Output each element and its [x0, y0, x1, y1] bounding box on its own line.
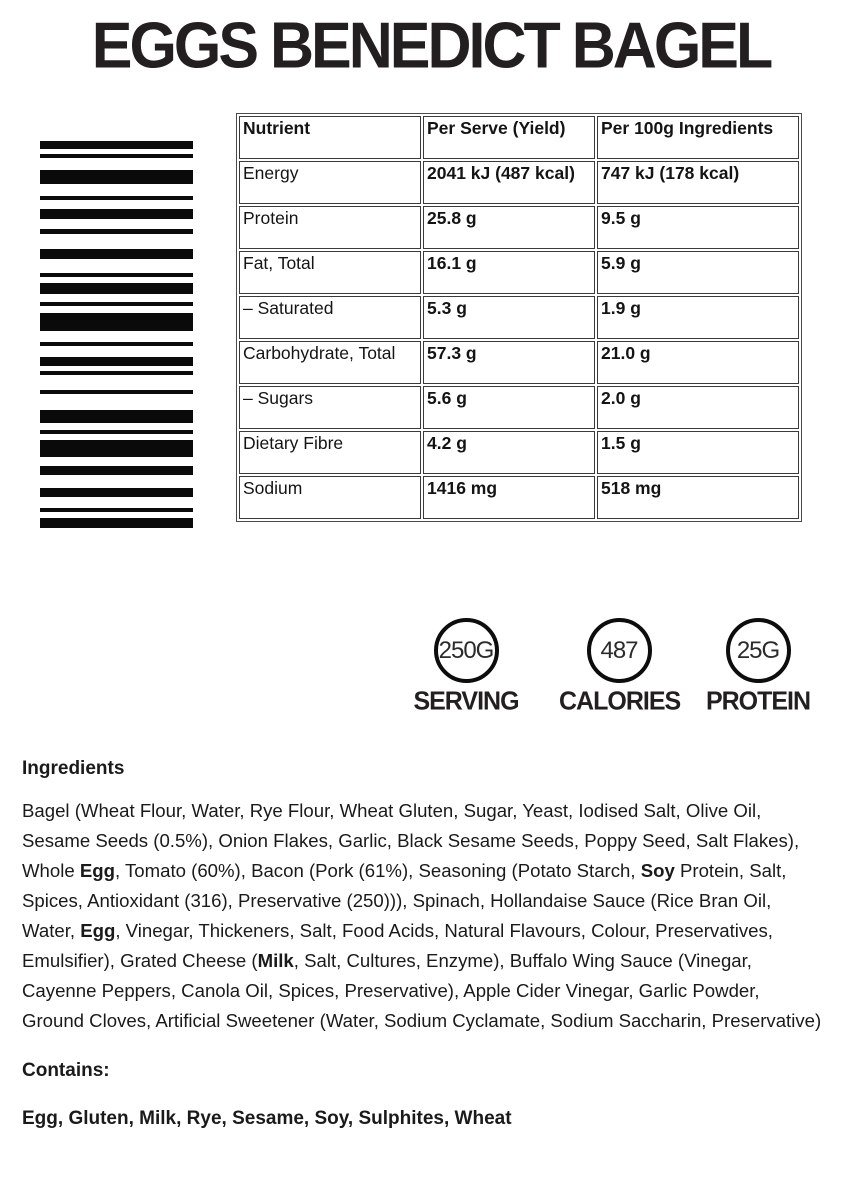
nutrient-name: Energy — [239, 161, 421, 204]
ingredient-segment: , Tomato (60%), Bacon (Pork (61%), Seasoning (Potato Starch, — [115, 860, 641, 881]
barcode-bar — [40, 283, 193, 294]
ingredient-segment: , Vinegar, Thickeners, Salt, Food Acids, Natural Flavours, Colour, Preservatives, Emulsifier), Grated Cheese ( — [22, 920, 773, 971]
barcode-bar — [40, 518, 193, 528]
ingredient-segment: Bagel (Wheat Flour, Water, Rye Flour, Wheat Gluten, Sugar, Yeast, Iodised Salt, Olive Oil, Sesame Seeds (0.5%), Onion Flakes, Garlic, Black Sesame Seeds, Poppy Seed, Salt Flakes), Whole — [22, 800, 800, 881]
per-100g-value: 747 kJ (178 kcal) — [597, 161, 799, 204]
ingredient-segment: Protein, Salt, Spices, Antioxidant (316), Preservative (250))), Spinach, Hollandaise Sauce (Rice Bran Oil, Water, — [22, 860, 787, 941]
barcode-bar — [40, 313, 193, 331]
nutrient-name: Protein — [239, 206, 421, 249]
ingredients-text — [22, 796, 825, 1036]
allergens-list: Egg, Gluten, Milk, Rye, Sesame, Soy, Sulphites, Wheat — [22, 1108, 512, 1129]
per-100g-value: 1.9 g — [597, 296, 799, 339]
barcode-bar — [40, 371, 193, 375]
col-header-per-100g: Per 100g Ingredients — [597, 116, 799, 159]
protein-circle-icon — [726, 618, 791, 683]
table-row — [239, 206, 799, 249]
protein-value: 25G — [736, 636, 780, 664]
per-serve-value: 4.2 g — [423, 431, 595, 474]
per-serve-value: 1416 mg — [423, 476, 595, 519]
barcode-bar — [40, 440, 193, 457]
barcode-bar — [40, 196, 193, 200]
barcode-bar — [40, 249, 193, 259]
barcode-bar — [40, 302, 193, 306]
col-header-nutrient: Nutrient — [239, 116, 421, 159]
per-serve-value: 2041 kJ (487 kcal) — [423, 161, 595, 204]
barcode-bar — [40, 390, 193, 394]
per-serve-value: 5.3 g — [423, 296, 595, 339]
ingredients-heading: Ingredients — [22, 758, 125, 779]
barcode-icon — [40, 141, 193, 528]
table-row — [239, 341, 799, 384]
barcode-bar — [40, 154, 193, 158]
nutrient-name: – Saturated — [239, 296, 421, 339]
calories-badge — [559, 618, 679, 716]
calories-value: 487 — [600, 636, 638, 664]
allergen-soy: Soy — [640, 860, 675, 881]
calories-label: CALORIES — [559, 686, 681, 716]
per-serve-value: 57.3 g — [423, 341, 595, 384]
barcode-bar — [40, 273, 193, 277]
barcode-bar — [40, 229, 193, 234]
table-row — [239, 431, 799, 474]
barcode-bar — [40, 466, 193, 475]
calories-circle-icon — [587, 618, 652, 683]
ingredients-section — [22, 757, 825, 1131]
barcode-bar — [40, 141, 193, 149]
nutrient-name: Dietary Fibre — [239, 431, 421, 474]
table-row — [239, 476, 799, 519]
protein-label: PROTEIN — [705, 686, 811, 716]
per-serve-value: 25.8 g — [423, 206, 595, 249]
product-title: EGGS BENEDICT BAGEL — [91, 9, 771, 82]
allergen-milk: Milk — [257, 950, 294, 971]
per-100g-value: 5.9 g — [597, 251, 799, 294]
serving-label: SERVING — [413, 686, 519, 716]
barcode-bar — [40, 342, 193, 346]
barcode-bar — [40, 209, 193, 219]
allergen-egg: Egg — [80, 920, 116, 941]
barcode-bar — [40, 488, 193, 497]
col-header-per-serve: Per Serve (Yield) — [423, 116, 595, 159]
serving-circle-icon — [434, 618, 499, 683]
allergen-egg: Egg — [79, 860, 115, 881]
nutrient-name: Sodium — [239, 476, 421, 519]
barcode-bar — [40, 430, 193, 434]
per-100g-value: 2.0 g — [597, 386, 799, 429]
serving-value: 250G — [438, 636, 494, 664]
protein-badge — [698, 618, 818, 716]
barcode-bar — [40, 357, 193, 366]
table-row — [239, 296, 799, 339]
per-100g-value: 1.5 g — [597, 431, 799, 474]
nutrient-name: Carbohydrate, Total — [239, 341, 421, 384]
ingredient-segment: , Salt, Cultures, Enzyme), Buffalo Wing Sauce (Vinegar, Cayenne Peppers, Canola Oil, Spices, Preservative), Apple Cider Vinegar, Garlic Powder, Ground Cloves, Artificial Sweetener (Water, Sodium Cyclamate, Sodium Saccharin, Preservative) — [22, 950, 822, 1031]
serving-badge — [406, 618, 526, 716]
per-100g-value: 21.0 g — [597, 341, 799, 384]
table-row — [239, 161, 799, 204]
nutrition-table — [236, 113, 802, 522]
table-row — [239, 251, 799, 294]
barcode-bar — [40, 410, 193, 423]
contains-heading: Contains: — [22, 1060, 110, 1081]
barcode-bar — [40, 508, 193, 512]
per-serve-value: 5.6 g — [423, 386, 595, 429]
per-100g-value: 518 mg — [597, 476, 799, 519]
nutrient-name: Fat, Total — [239, 251, 421, 294]
barcode-bar — [40, 170, 193, 184]
per-serve-value: 16.1 g — [423, 251, 595, 294]
per-100g-value: 9.5 g — [597, 206, 799, 249]
table-row — [239, 386, 799, 429]
table-header-row — [239, 116, 799, 159]
nutrient-name: – Sugars — [239, 386, 421, 429]
